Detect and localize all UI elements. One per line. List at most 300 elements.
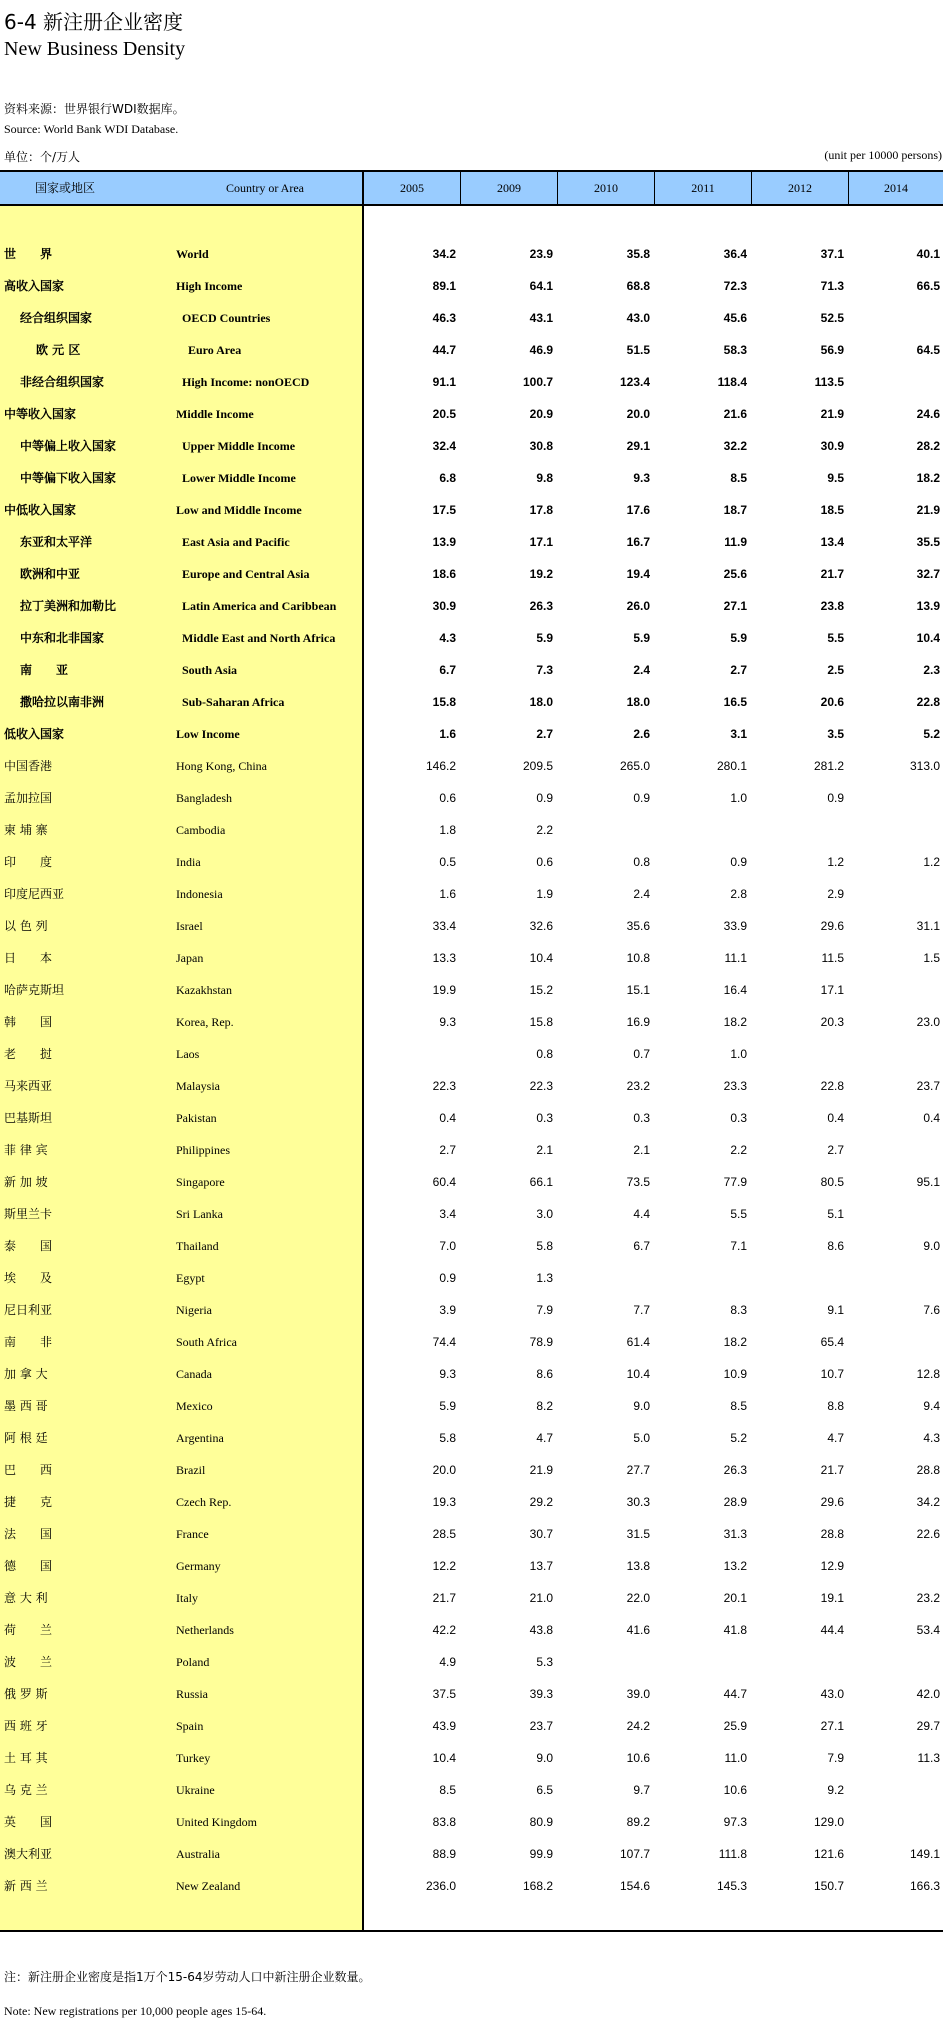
table-row <box>0 1390 943 1422</box>
cell-value-2014: 23.7 <box>916 1079 940 1093</box>
cell-value-2011: 7.1 <box>730 1239 747 1253</box>
row-label-cn: 世 界 <box>4 247 53 261</box>
cell-value-2010: 23.2 <box>626 1079 650 1093</box>
row-label-en: Philippines <box>176 1143 231 1157</box>
cell-value-2009: 43.8 <box>529 1623 553 1637</box>
cell-value-2011: 8.5 <box>730 471 747 485</box>
row-label-cn: 日 本 <box>4 951 53 965</box>
data-table <box>0 170 943 1932</box>
row-label-cn: 尼日利亚 <box>4 1303 53 1317</box>
cell-value-2010: 10.6 <box>626 1751 650 1765</box>
cell-value-2009: 7.9 <box>536 1303 553 1317</box>
cell-value-2012: 0.4 <box>827 1111 844 1125</box>
row-label-cn: 英 国 <box>4 1815 53 1829</box>
row-label-en: Netherlands <box>176 1623 234 1637</box>
cell-value-2009: 23.7 <box>529 1719 553 1733</box>
cell-value-2012: 1.2 <box>827 855 844 869</box>
cell-value-2011: 111.8 <box>718 1847 747 1861</box>
cell-value-2005: 74.4 <box>432 1335 456 1349</box>
row-label-en: United Kingdom <box>176 1815 257 1829</box>
cell-value-2009: 1.9 <box>536 887 553 901</box>
cell-value-2005: 32.4 <box>432 439 456 453</box>
cell-value-2005: 34.2 <box>432 247 456 261</box>
table-row <box>0 398 943 430</box>
cell-value-2005: 28.5 <box>432 1527 456 1541</box>
cell-value-2010: 107.7 <box>619 1847 650 1861</box>
table-row <box>0 910 943 942</box>
cell-value-2010: 7.7 <box>633 1303 650 1317</box>
cell-value-2011: 2.2 <box>730 1143 747 1157</box>
cell-value-2012: 44.4 <box>820 1623 844 1637</box>
table-row <box>0 622 943 654</box>
table-row <box>0 238 943 270</box>
cell-value-2011 <box>657 1646 747 1678</box>
cell-value-2014: 313.0 <box>909 759 940 773</box>
cell-value-2010: 18.0 <box>626 695 650 709</box>
row-label-cn: 法 国 <box>4 1527 53 1541</box>
cell-value-2014: 34.2 <box>916 1495 940 1509</box>
cell-value-2011: 20.1 <box>723 1591 747 1605</box>
cell-value-2012: 28.8 <box>820 1527 844 1541</box>
row-label-cn: 新 加 坡 <box>4 1175 48 1189</box>
row-label-en: Russia <box>176 1687 209 1701</box>
cell-value-2005: 1.6 <box>439 887 456 901</box>
header-year-2009: 2009 <box>497 181 521 195</box>
cell-value-2010: 10.8 <box>626 951 650 965</box>
table-row <box>0 1070 943 1102</box>
cell-value-2010: 123.4 <box>619 375 650 389</box>
cell-value-2009: 2.2 <box>536 823 553 837</box>
table-row <box>0 974 943 1006</box>
cell-value-2009: 0.8 <box>536 1047 553 1061</box>
cell-value-2014 <box>850 814 940 846</box>
cell-value-2010: 43.0 <box>626 311 650 325</box>
cell-value-2014: 53.4 <box>916 1623 940 1637</box>
row-label-en: Middle Income <box>176 407 254 421</box>
cell-value-2012: 0.9 <box>827 791 844 805</box>
cell-value-2014: 166.3 <box>909 1879 940 1893</box>
cell-value-2010: 6.7 <box>633 1239 650 1253</box>
cell-value-2005: 236.0 <box>425 1879 456 1893</box>
cell-value-2014 <box>850 1326 940 1358</box>
row-label-en: Korea, Rep. <box>176 1015 234 1029</box>
row-label-cn: 高收入国家 <box>4 279 65 293</box>
cell-value-2005: 8.5 <box>439 1783 456 1797</box>
table-row <box>0 302 943 334</box>
cell-value-2005: 0.6 <box>439 791 456 805</box>
row-label-en: OECD Countries <box>182 311 271 325</box>
row-label-cn: 荷 兰 <box>4 1623 53 1637</box>
cell-value-2011: 280.1 <box>716 759 747 773</box>
cell-value-2014: 40.1 <box>916 247 940 261</box>
cell-value-2014: 23.2 <box>916 1591 940 1605</box>
row-label-cn: 中东和北非国家 <box>20 631 105 645</box>
cell-value-2005: 13.3 <box>432 951 456 965</box>
cell-value-2005: 9.3 <box>439 1015 456 1029</box>
cell-value-2014 <box>850 1262 940 1294</box>
header-year-2012: 2012 <box>788 181 812 195</box>
cell-value-2012: 129.0 <box>813 1815 844 1829</box>
cell-value-2005: 30.9 <box>432 599 456 613</box>
cell-value-2005: 6.7 <box>439 663 456 677</box>
cell-value-2009: 17.1 <box>529 535 553 549</box>
cell-value-2014 <box>850 1038 940 1070</box>
table-top-border <box>0 170 943 172</box>
row-label-en: Europe and Central Asia <box>182 567 310 581</box>
row-label-cn: 德 国 <box>4 1559 53 1573</box>
table-row <box>0 1806 943 1838</box>
cell-value-2011: 97.3 <box>723 1815 747 1829</box>
cell-value-2005: 5.8 <box>439 1431 456 1445</box>
cell-value-2005: 10.4 <box>432 1751 456 1765</box>
page-title-en: New Business Density <box>4 38 186 60</box>
row-label-cn: 南 非 <box>4 1335 53 1349</box>
cell-value-2014: 22.6 <box>916 1527 940 1541</box>
cell-value-2012: 121.6 <box>813 1847 844 1861</box>
cell-value-2011: 18.2 <box>723 1015 747 1029</box>
cell-value-2009: 39.3 <box>529 1687 553 1701</box>
row-label-cn: 斯里兰卡 <box>4 1207 53 1221</box>
row-label-cn: 以 色 列 <box>4 919 48 933</box>
row-label-en: Pakistan <box>176 1111 217 1125</box>
row-label-cn: 哈萨克斯坦 <box>4 983 65 997</box>
cell-value-2010: 2.4 <box>633 663 650 677</box>
table-row <box>0 814 943 846</box>
table-row <box>0 558 943 590</box>
cell-value-2010: 35.8 <box>626 247 650 261</box>
cell-value-2009: 21.0 <box>529 1591 553 1605</box>
table-row <box>0 366 943 398</box>
table-row <box>0 1678 943 1710</box>
row-label-cn: 波 兰 <box>4 1655 53 1669</box>
table-bottom-border <box>0 1930 943 1932</box>
cell-value-2012: 80.5 <box>820 1175 844 1189</box>
row-label-cn: 乌 克 兰 <box>4 1783 48 1797</box>
row-label-en: Ukraine <box>176 1783 215 1797</box>
cell-value-2014: 0.4 <box>923 1111 940 1125</box>
cell-value-2012: 2.5 <box>827 663 844 677</box>
cell-value-2012 <box>754 814 844 846</box>
row-label-cn: 欧 元 区 <box>36 343 81 357</box>
row-label-en: Egypt <box>176 1271 205 1285</box>
cell-value-2010: 9.7 <box>633 1783 650 1797</box>
cell-value-2014: 9.0 <box>923 1239 940 1253</box>
note-cn: 注：新注册企业密度是指1万个15-64岁劳动人口中新注册企业数量。 <box>4 1970 371 1984</box>
table-row <box>0 750 943 782</box>
page-title-cn: 6-4 新注册企业密度 <box>4 10 184 34</box>
cell-value-2009: 19.2 <box>529 567 553 581</box>
cell-value-2005: 91.1 <box>432 375 456 389</box>
cell-value-2009: 18.0 <box>529 695 553 709</box>
row-label-en: Latin America and Caribbean <box>182 599 337 613</box>
row-label-cn: 拉丁美洲和加勒比 <box>20 599 117 613</box>
cell-value-2009: 99.9 <box>529 1847 553 1861</box>
cell-value-2014: 12.8 <box>916 1367 940 1381</box>
cell-value-2011: 10.9 <box>723 1367 747 1381</box>
table-row <box>0 1358 943 1390</box>
cell-value-2010: 51.5 <box>626 343 650 357</box>
cell-value-2005: 5.9 <box>439 1399 456 1413</box>
row-label-en: Sri Lanka <box>176 1207 223 1221</box>
cell-value-2009: 0.3 <box>536 1111 553 1125</box>
cell-value-2012: 5.1 <box>827 1207 844 1221</box>
row-label-en: Italy <box>176 1591 198 1605</box>
header-year-2010: 2010 <box>594 181 618 195</box>
row-label-en: New Zealand <box>176 1879 241 1893</box>
cell-value-2012: 56.9 <box>820 343 844 357</box>
cell-value-2009: 1.3 <box>536 1271 553 1285</box>
cell-value-2012: 43.0 <box>820 1687 844 1701</box>
cell-value-2011: 27.1 <box>723 599 747 613</box>
cell-value-2010 <box>560 1262 650 1294</box>
cell-value-2010: 22.0 <box>626 1591 650 1605</box>
cell-value-2012: 19.1 <box>820 1591 844 1605</box>
cell-value-2014: 29.7 <box>916 1719 940 1733</box>
cell-value-2009: 8.2 <box>536 1399 553 1413</box>
cell-value-2009: 66.1 <box>529 1175 553 1189</box>
table-row <box>0 1102 943 1134</box>
row-label-en: Argentina <box>176 1431 224 1445</box>
cell-value-2011: 5.9 <box>730 631 747 645</box>
cell-value-2011: 32.2 <box>723 439 747 453</box>
cell-value-2011: 25.6 <box>723 567 747 581</box>
cell-value-2011: 44.7 <box>723 1687 747 1701</box>
cell-value-2012: 29.6 <box>820 919 844 933</box>
cell-value-2005: 3.9 <box>439 1303 456 1317</box>
cell-value-2011: 11.0 <box>724 1751 747 1765</box>
row-label-en: Malaysia <box>176 1079 220 1093</box>
cell-value-2011: 77.9 <box>723 1175 747 1189</box>
cell-value-2009: 29.2 <box>529 1495 553 1509</box>
cell-value-2009: 5.9 <box>536 631 553 645</box>
cell-value-2005: 3.4 <box>439 1207 456 1221</box>
row-label-cn: 印 度 <box>4 855 53 869</box>
cell-value-2012: 22.8 <box>820 1079 844 1093</box>
row-label-cn: 非经合组织国家 <box>20 375 105 389</box>
header-year-2005: 2005 <box>400 181 424 195</box>
cell-value-2012: 9.1 <box>827 1303 844 1317</box>
row-label-en: Kazakhstan <box>176 983 232 997</box>
cell-value-2009: 3.0 <box>536 1207 553 1221</box>
row-label-en: Poland <box>176 1655 210 1669</box>
header-country-en: Country or Area <box>226 181 304 195</box>
row-label-cn: 阿 根 廷 <box>4 1431 48 1445</box>
cell-value-2011: 18.7 <box>723 503 747 517</box>
row-label-en: Germany <box>176 1559 221 1573</box>
row-label-en: Low Income <box>176 727 240 741</box>
cell-value-2010: 2.4 <box>633 887 650 901</box>
row-label-cn: 加 拿 大 <box>4 1367 48 1381</box>
row-label-en: Lower Middle Income <box>182 471 296 485</box>
cell-value-2009: 9.8 <box>536 471 553 485</box>
cell-value-2014: 28.2 <box>916 439 940 453</box>
cell-value-2014 <box>850 302 940 334</box>
table-row <box>0 1870 943 1902</box>
cell-value-2011 <box>657 814 747 846</box>
cell-value-2010: 27.7 <box>626 1463 650 1477</box>
row-label-cn: 撒哈拉以南非洲 <box>20 695 105 709</box>
cell-value-2009: 4.7 <box>536 1431 553 1445</box>
cell-value-2009: 21.9 <box>529 1463 553 1477</box>
cell-value-2012: 13.4 <box>820 535 844 549</box>
cell-value-2005: 33.4 <box>432 919 456 933</box>
cell-value-2009: 20.9 <box>529 407 553 421</box>
row-label-cn: 俄 罗 斯 <box>4 1687 48 1701</box>
cell-value-2005: 21.7 <box>432 1591 456 1605</box>
cell-value-2009: 8.6 <box>536 1367 553 1381</box>
row-label-cn: 埃 及 <box>4 1271 53 1285</box>
cell-value-2014: 4.3 <box>923 1431 940 1445</box>
cell-value-2005: 1.6 <box>439 727 456 741</box>
cell-value-2011: 2.8 <box>730 887 747 901</box>
cell-value-2005: 13.9 <box>432 535 456 549</box>
cell-value-2009: 64.1 <box>529 279 553 293</box>
cell-value-2010: 31.5 <box>626 1527 650 1541</box>
cell-value-2012: 10.7 <box>820 1367 844 1381</box>
row-label-en: Sub-Saharan Africa <box>182 695 285 709</box>
table-row <box>0 1262 943 1294</box>
cell-value-2012: 37.1 <box>820 247 844 261</box>
cell-value-2011: 5.2 <box>730 1431 747 1445</box>
cell-value-2014: 28.8 <box>916 1463 940 1477</box>
cell-value-2012: 2.7 <box>827 1143 844 1157</box>
table-row <box>0 942 943 974</box>
row-label-cn: 中国香港 <box>4 759 53 773</box>
table-row <box>0 782 943 814</box>
row-label-cn: 柬 埔 寨 <box>4 823 48 837</box>
table-row <box>0 590 943 622</box>
cell-value-2010: 265.0 <box>619 759 650 773</box>
cell-value-2011: 16.5 <box>723 695 747 709</box>
cell-value-2005: 20.5 <box>432 407 456 421</box>
header-country-cn: 国家或地区 <box>34 181 95 195</box>
cell-value-2005: 19.9 <box>432 983 456 997</box>
row-label-en: South Asia <box>182 663 238 677</box>
row-label-en: Brazil <box>176 1463 206 1477</box>
row-label-en: Low and Middle Income <box>176 503 302 517</box>
cell-value-2005: 60.4 <box>432 1175 456 1189</box>
table-row <box>0 334 943 366</box>
cell-value-2014: 2.3 <box>923 663 940 677</box>
table-row <box>0 1454 943 1486</box>
cell-value-2014: 18.2 <box>916 471 940 485</box>
row-label-en: Bangladesh <box>176 791 232 805</box>
table-row <box>0 1710 943 1742</box>
table-row <box>0 270 943 302</box>
row-label-cn: 菲 律 宾 <box>4 1143 48 1157</box>
cell-value-2009: 5.8 <box>536 1239 553 1253</box>
cell-value-2011: 18.2 <box>723 1335 747 1349</box>
cell-value-2009: 5.3 <box>536 1655 553 1669</box>
unit-cn: 单位：个/万人 <box>4 150 81 164</box>
cell-value-2011: 41.8 <box>723 1623 747 1637</box>
row-label-cn: 墨 西 哥 <box>4 1399 48 1413</box>
cell-value-2010: 19.4 <box>626 567 650 581</box>
cell-value-2014: 66.5 <box>916 279 940 293</box>
cell-value-2005: 17.5 <box>432 503 456 517</box>
row-label-en: World <box>176 247 209 261</box>
cell-value-2010: 4.4 <box>633 1207 650 1221</box>
cell-value-2014: 5.2 <box>923 727 940 741</box>
cell-value-2012: 21.9 <box>820 407 844 421</box>
cell-value-2009: 30.7 <box>529 1527 553 1541</box>
table-row <box>0 686 943 718</box>
table-row <box>0 430 943 462</box>
cell-value-2005: 18.6 <box>432 567 456 581</box>
cell-value-2011: 2.7 <box>730 663 747 677</box>
cell-value-2014: 95.1 <box>916 1175 940 1189</box>
source-cn: 资料来源：世界银行WDI数据库。 <box>4 102 185 116</box>
row-label-cn: 巴基斯坦 <box>4 1111 53 1125</box>
header-year-2014: 2014 <box>884 181 908 195</box>
cell-value-2012: 20.6 <box>820 695 844 709</box>
row-label-en: Hong Kong, China <box>176 759 267 773</box>
table-row <box>0 1326 943 1358</box>
cell-value-2012 <box>754 1262 844 1294</box>
cell-value-2012: 9.2 <box>827 1783 844 1797</box>
table-row <box>0 1646 943 1678</box>
row-label-en: Middle East and North Africa <box>182 631 336 645</box>
cell-value-2011: 5.5 <box>730 1207 747 1221</box>
cell-value-2010: 13.8 <box>626 1559 650 1573</box>
note-en: Note: New registrations per 10,000 people ages 15-64. <box>4 2004 267 2018</box>
row-label-cn: 经合组织国家 <box>20 311 93 325</box>
cell-value-2014: 10.4 <box>916 631 940 645</box>
cell-value-2005: 89.1 <box>432 279 456 293</box>
cell-value-2010: 73.5 <box>626 1175 650 1189</box>
row-label-cn: 东亚和太平洋 <box>20 535 93 549</box>
cell-value-2014: 64.5 <box>916 343 940 357</box>
row-label-en: Euro Area <box>188 343 242 357</box>
cell-value-2014: 11.3 <box>917 1751 940 1765</box>
cell-value-2009: 43.1 <box>529 311 553 325</box>
row-label-en: Canada <box>176 1367 212 1381</box>
row-label-cn: 捷 克 <box>4 1495 53 1509</box>
cell-value-2005: 15.8 <box>432 695 456 709</box>
cell-value-2014: 35.5 <box>916 535 940 549</box>
row-label-en: Australia <box>176 1847 220 1861</box>
row-label-cn: 澳大利亚 <box>4 1847 53 1861</box>
cell-value-2012: 20.3 <box>820 1015 844 1029</box>
row-label-cn: 马来西亚 <box>4 1079 53 1093</box>
cell-value-2010: 16.9 <box>626 1015 650 1029</box>
row-label-cn: 中低收入国家 <box>4 503 77 517</box>
row-label-en: Thailand <box>176 1239 219 1253</box>
cell-value-2009: 78.9 <box>529 1335 553 1349</box>
cell-value-2010: 35.6 <box>626 919 650 933</box>
cell-value-2011: 31.3 <box>723 1527 747 1541</box>
cell-value-2011: 1.0 <box>730 1047 747 1061</box>
cell-value-2010: 0.8 <box>633 855 650 869</box>
cell-value-2005: 19.3 <box>432 1495 456 1509</box>
cell-value-2010: 10.4 <box>626 1367 650 1381</box>
cell-value-2014: 24.6 <box>916 407 940 421</box>
cell-value-2012: 12.9 <box>820 1559 844 1573</box>
cell-value-2014: 42.0 <box>916 1687 940 1701</box>
cell-value-2011: 118.4 <box>717 375 747 389</box>
cell-value-2009: 17.8 <box>529 503 553 517</box>
cell-value-2014: 7.6 <box>923 1303 940 1317</box>
cell-value-2012: 8.6 <box>827 1239 844 1253</box>
cell-value-2011: 23.3 <box>723 1079 747 1093</box>
cell-value-2005: 37.5 <box>432 1687 456 1701</box>
table-row <box>0 1134 943 1166</box>
cell-value-2011: 25.9 <box>723 1719 747 1733</box>
cell-value-2005: 146.2 <box>425 759 456 773</box>
table-row <box>0 1742 943 1774</box>
cell-value-2005: 2.7 <box>439 1143 456 1157</box>
cell-value-2011: 72.3 <box>723 279 747 293</box>
